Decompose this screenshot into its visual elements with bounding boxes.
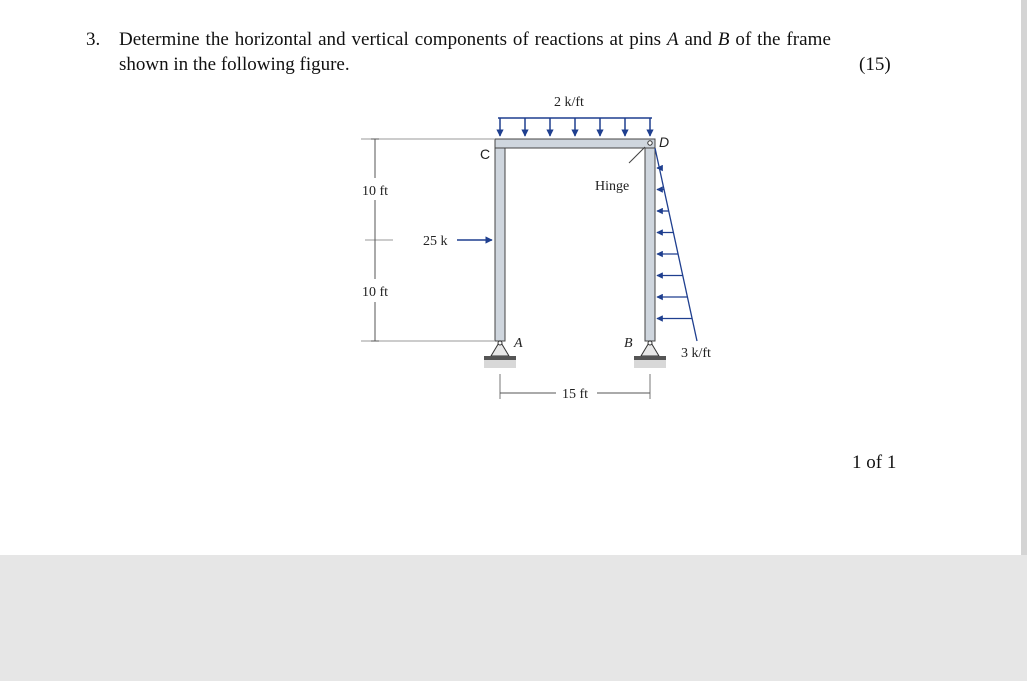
dim-lower-label: 10 ft	[362, 285, 389, 300]
page-scroll-edge	[1021, 0, 1027, 555]
pin-a-label: A	[514, 336, 523, 351]
support-a	[484, 341, 516, 368]
joint-d-label: D	[659, 134, 670, 150]
hinge-pin	[648, 141, 652, 145]
pin-b-label: B	[624, 336, 633, 351]
joint-c-label: C	[480, 146, 491, 162]
question-text-line-1: Determine the horizontal and vertical components of reactions at pins A and B of the frame	[119, 29, 831, 50]
triangular-load-label: 3 k/ft	[681, 346, 711, 361]
knee-brace	[629, 147, 645, 163]
question-text-line-2: shown in the following figure.	[119, 54, 350, 75]
dim-upper-label: 10 ft	[362, 184, 389, 199]
uniform-load-arrows	[500, 118, 650, 136]
frame	[495, 139, 655, 341]
hinge-label: Hinge	[595, 179, 630, 194]
beam-cd	[495, 139, 655, 148]
page-indicator: 1 of 1	[852, 452, 897, 473]
span-label: 15 ft	[562, 387, 589, 402]
uniform-load	[498, 118, 652, 136]
point-load-label: 25 k	[423, 234, 448, 249]
column-ac	[495, 139, 505, 341]
question-points: (15)	[859, 54, 891, 75]
uniform-load-label: 2 k/ft	[554, 95, 584, 110]
question-number: 3.	[86, 29, 101, 50]
support-b	[634, 341, 666, 368]
triangular-load	[655, 148, 697, 341]
column-bd	[645, 139, 655, 341]
